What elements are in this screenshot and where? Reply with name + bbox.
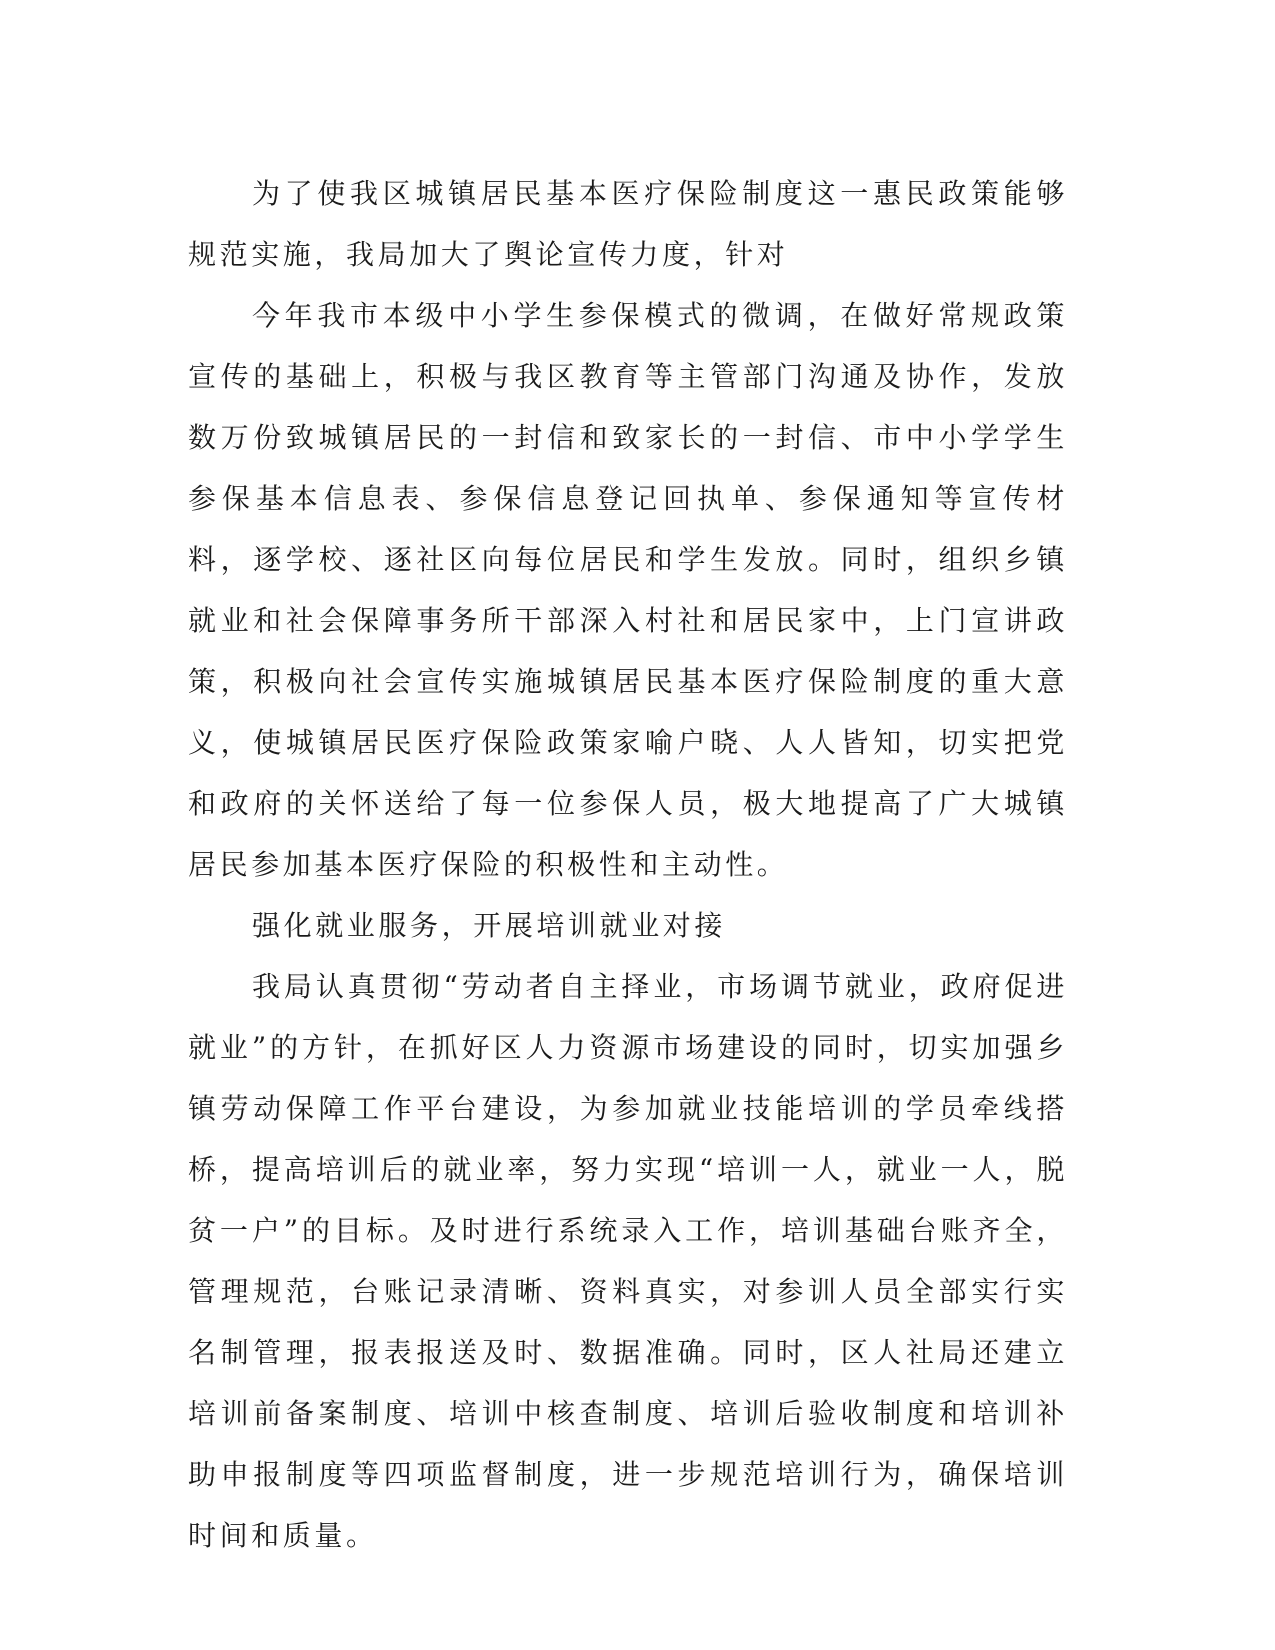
section-heading-employment-service: 强化就业服务，开展培训就业对接 xyxy=(252,909,727,942)
paragraph-employment-training: 我局认真贯彻“劳动者自主择业，市场调节就业，政府促进就业”的方针，在抓好区人力资源市场建设的同时，切实加强乡镇劳动保障工作平台建设，为参加就业技能培训的学员牵线搭桥，提高培训后的就业率，努力实现“培训一人，就业一人，脱贫一户”的目标。及时进行系统录入工作，培训基础台账齐全，管理规范，台账记录清晰、资料真实，对参训人员全部实行实名制管理，报表报送及时、数据准确。同时，区人社局还建立培训前备案制度、培训中核查制度、培训后验收制度和培训补助申报制度等四项监督制度，进一步规范培训行为，确保培训时间和质量。 xyxy=(188,970,1068,1552)
paragraph-student-insurance: 今年我市本级中小学生参保模式的微调，在做好常规政策宣传的基础上，积极与我区教育等主管部门沟通及协作，发放数万份致城镇居民的一封信和致家长的一封信、市中小学学生参保基本信息表、参保信息登记回执单、参保通知等宣传材料，逐学校、逐社区向每位居民和学生发放。同时，组织乡镇就业和社会保障事务所干部深入村社和居民家中，上门宣讲政策，积极向社会宣传实施城镇居民基本医疗保险制度的重大意义，使城镇居民医疗保险政策家喻户晓、人人皆知，切实把党和政府的关怀送给了每一位参保人员，极大地提高了广大城镇居民参加基本医疗保险的积极性和主动性。 xyxy=(188,299,1068,881)
paragraph-publicity: 为了使我区城镇居民基本医疗保险制度这一惠民政策能够规范实施，我局加大了舆论宣传力度，针对 xyxy=(188,177,1068,271)
document-body xyxy=(188,163,1068,1566)
